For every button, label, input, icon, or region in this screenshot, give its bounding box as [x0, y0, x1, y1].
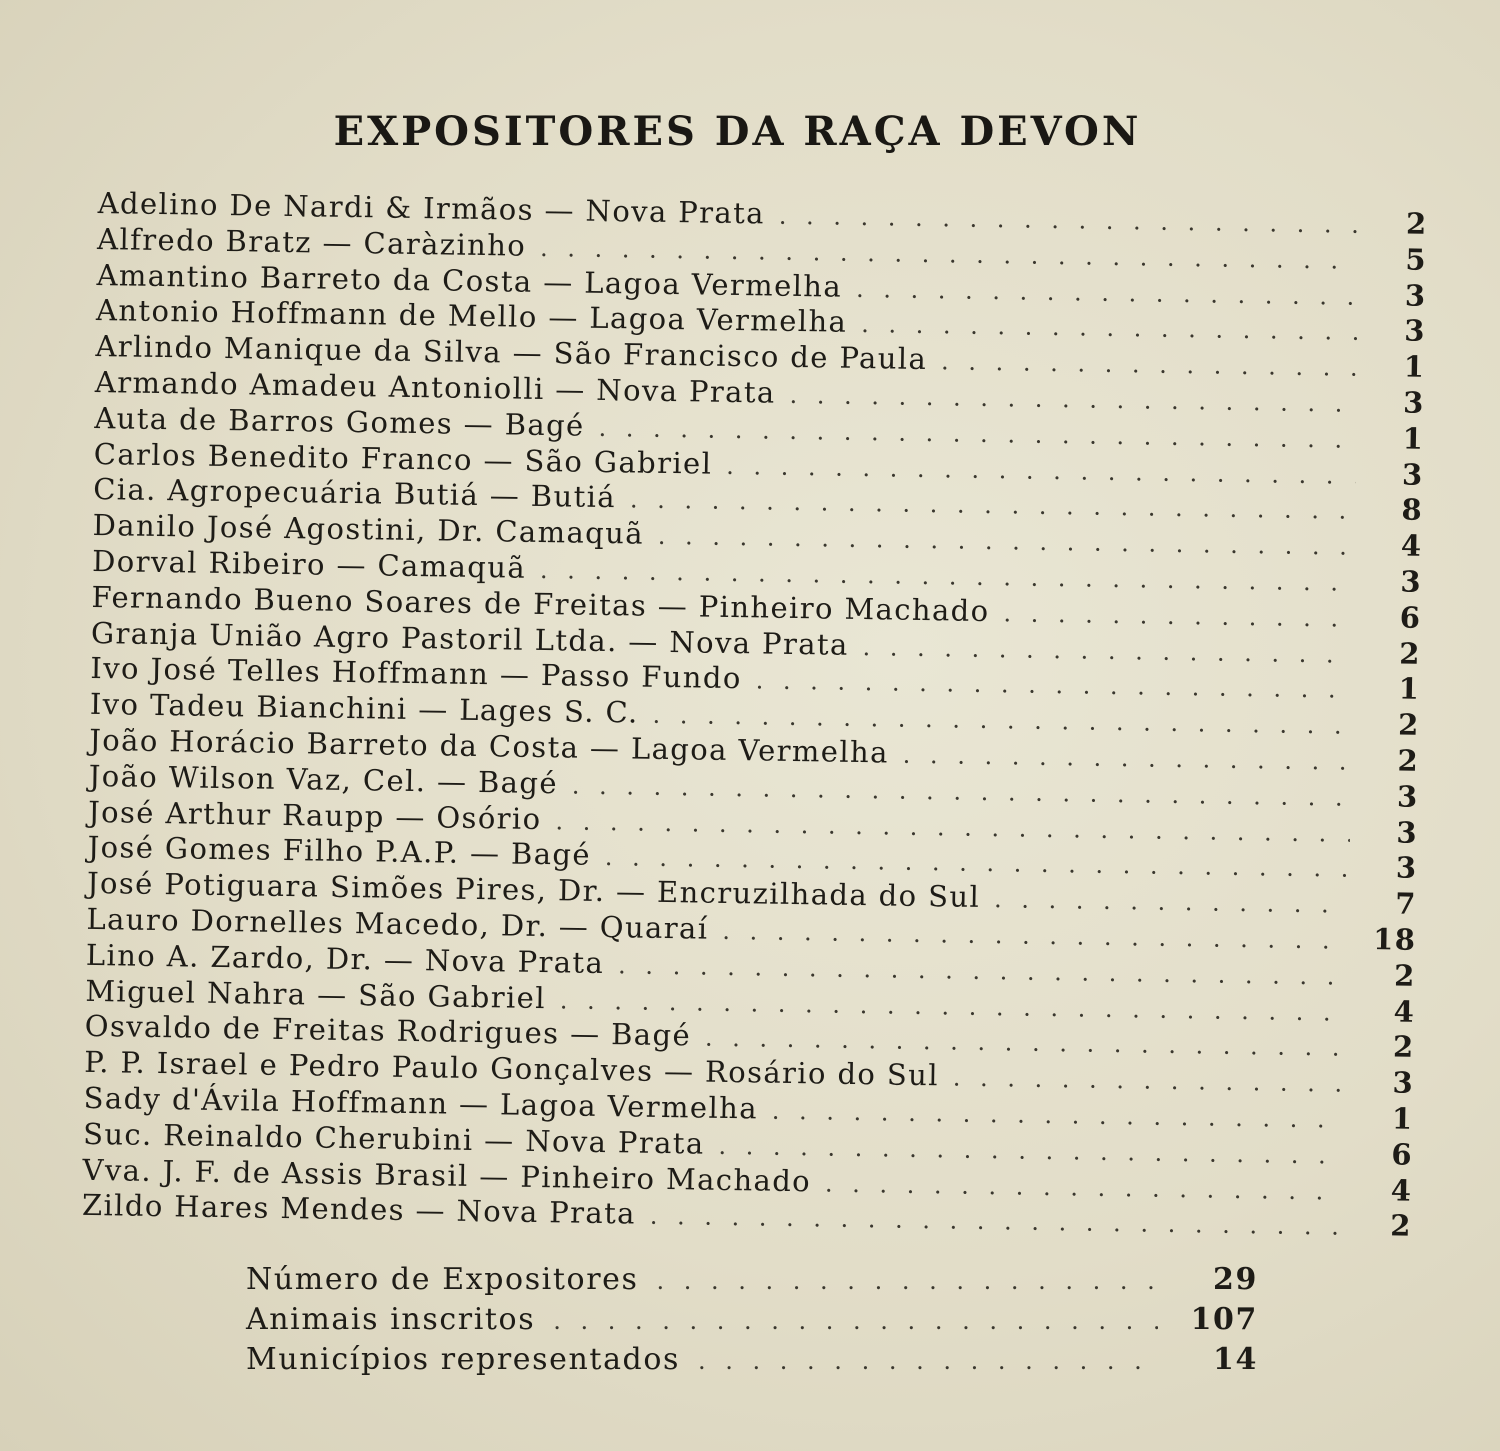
exhibitor-count: 18 — [1372, 922, 1417, 957]
exhibitor-count: 4 — [1400, 528, 1423, 564]
exhibitor-count: 5 — [1405, 242, 1428, 277]
dot-leader — [698, 1347, 1158, 1375]
exhibitor-name: Dorval Ribeiro — Camaquã — [91, 543, 527, 585]
exhibitor-count: 3 — [1400, 564, 1423, 599]
exhibitor-count: 3 — [1396, 779, 1419, 814]
summary-row — [246, 1262, 1258, 1302]
dot-leader — [553, 1307, 1158, 1335]
exhibitor-count: 2 — [1393, 958, 1417, 993]
exhibitor-name: José Potiguara Simões Pires, Dr. — Encruzilhada do Sul — [86, 866, 981, 915]
exhibitor-name: Antonio Hoffmann de Mello — Lagoa Vermelha — [95, 293, 848, 340]
dot-leader — [903, 741, 1352, 776]
exhibitor-count: 4 — [1390, 1172, 1413, 1208]
exhibitor-name: Sady d'Ávila Hoffmann — Lagoa Vermelha — [83, 1080, 759, 1126]
exhibitor-name: Carlos Benedito Franco — São Gabriel — [93, 436, 713, 481]
exhibitor-name: José Gomes Filho P.A.P. — Bagé — [87, 830, 592, 873]
exhibitor-count: 3 — [1404, 278, 1427, 313]
exhibitor-count: 4 — [1393, 993, 1416, 1029]
exhibitor-name: Lauro Dornelles Macedo, Dr. — Quaraí — [86, 901, 709, 946]
exhibitor-name: Ivo Tadeu Bianchini — Lages S. C. — [89, 687, 639, 730]
dot-leader — [953, 1064, 1347, 1098]
exhibitor-name: Ivo José Telles Hoffmann — Passo Fundo — [90, 651, 742, 696]
exhibitor-count: 7 — [1395, 886, 1418, 921]
exhibitor-name: Osvaldo de Freitas Rodrigues — Bagé — [84, 1009, 692, 1053]
exhibitor-name: Lino A. Zardo, Dr. — Nova Prata — [85, 937, 605, 980]
exhibitor-name: Alfredo Bratz — Caràzinho — [96, 221, 527, 263]
dot-leader — [856, 275, 1359, 311]
exhibitor-count: 1 — [1403, 349, 1426, 385]
exhibitor-count: 1 — [1398, 671, 1421, 707]
summary-label: Animais inscritos — [246, 1302, 536, 1337]
exhibitor-count: 2 — [1392, 1029, 1415, 1065]
exhibitor-count: 3 — [1395, 850, 1418, 886]
summary-table — [246, 1262, 1258, 1382]
exhibitor-name: Zildo Hares Mendes — Nova Prata — [81, 1188, 637, 1231]
exhibitor-count: 3 — [1392, 1065, 1415, 1100]
exhibitor-count: 3 — [1396, 815, 1419, 850]
exhibitor-name: Granja União Agro Pastoril Ltda. — Nova Prata — [90, 615, 849, 662]
dot-leader — [994, 885, 1349, 919]
exhibitor-name: Amantino Barreto da Costa — Lagoa Vermelha — [96, 257, 843, 304]
exhibitor-name: Miguel Nahra — São Gabriel — [85, 973, 547, 1015]
dot-leader — [862, 633, 1353, 669]
dot-leader — [941, 347, 1358, 382]
dot-leader — [861, 310, 1358, 346]
exhibitor-count: 2 — [1397, 707, 1420, 742]
exhibitor-name: Arlindo Manique da Silva — São Francisco de Paula — [95, 329, 928, 377]
exhibitor-count: 2 — [1398, 636, 1422, 671]
summary-label: Municípios representados — [246, 1342, 681, 1377]
exhibitor-name: João Horácio Barreto da Costa — Lagoa Vermelha — [89, 722, 890, 770]
exhibitor-name: José Arthur Raupp — Osório — [87, 794, 542, 836]
dot-leader — [1003, 599, 1353, 632]
exhibitor-count: 2 — [1397, 743, 1420, 778]
exhibitor-name: P. P. Israel e Pedro Paulo Gonçalves — Rosário do Sul — [83, 1045, 940, 1093]
dot-leader — [825, 1169, 1345, 1205]
exhibitor-count: 6 — [1399, 600, 1422, 635]
summary-row — [246, 1342, 1258, 1382]
exhibitor-count: 3 — [1402, 385, 1426, 420]
exhibitor-name: Cia. Agropecuária Butiá — Butiá — [92, 472, 617, 515]
exhibitor-count: 2 — [1389, 1208, 1413, 1244]
exhibitor-name: Fernando Bueno Soares de Freitas — Pinheiro Machado — [91, 579, 990, 628]
exhibitor-count: 6 — [1391, 1137, 1414, 1172]
exhibitor-count: 1 — [1402, 421, 1425, 456]
exhibitor-name: Danilo José Agostini, Dr. Camaquã — [92, 508, 645, 551]
exhibitor-count: 3 — [1401, 457, 1424, 492]
summary-row — [246, 1302, 1258, 1342]
exhibitor-name: Auta de Barros Gomes — Bagé — [94, 400, 585, 443]
dot-leader — [650, 1202, 1344, 1241]
exhibitor-count: 1 — [1391, 1101, 1414, 1136]
exhibitor-count: 3 — [1404, 313, 1427, 349]
dot-leader — [657, 1267, 1159, 1295]
page-title: EXPOSITORES DA RAÇA DEVON — [333, 108, 1142, 155]
exhibitor-name: Vva. J. F. de Assis Brasil — Pinheiro Machado — [82, 1152, 812, 1198]
exhibitor-name: Suc. Reinaldo Cherubini — Nova Prata — [82, 1116, 705, 1161]
summary-value: 29 — [1213, 1262, 1258, 1297]
summary-value: 14 — [1213, 1342, 1258, 1377]
exhibitor-name: João Wilson Vaz, Cel. — Bagé — [88, 758, 559, 801]
exhibitor-name: Adelino De Nardi & Irmãos — Nova Prata — [97, 186, 766, 231]
exhibitor-name: Armando Amadeu Antoniolli — Nova Prata — [94, 364, 776, 410]
exhibitor-list — [82, 186, 1428, 1245]
summary-label: Número de Expositores — [246, 1262, 639, 1297]
exhibitor-count: 8 — [1401, 492, 1424, 528]
summary-value: 107 — [1190, 1302, 1258, 1337]
exhibitor-count: 2 — [1405, 206, 1428, 241]
